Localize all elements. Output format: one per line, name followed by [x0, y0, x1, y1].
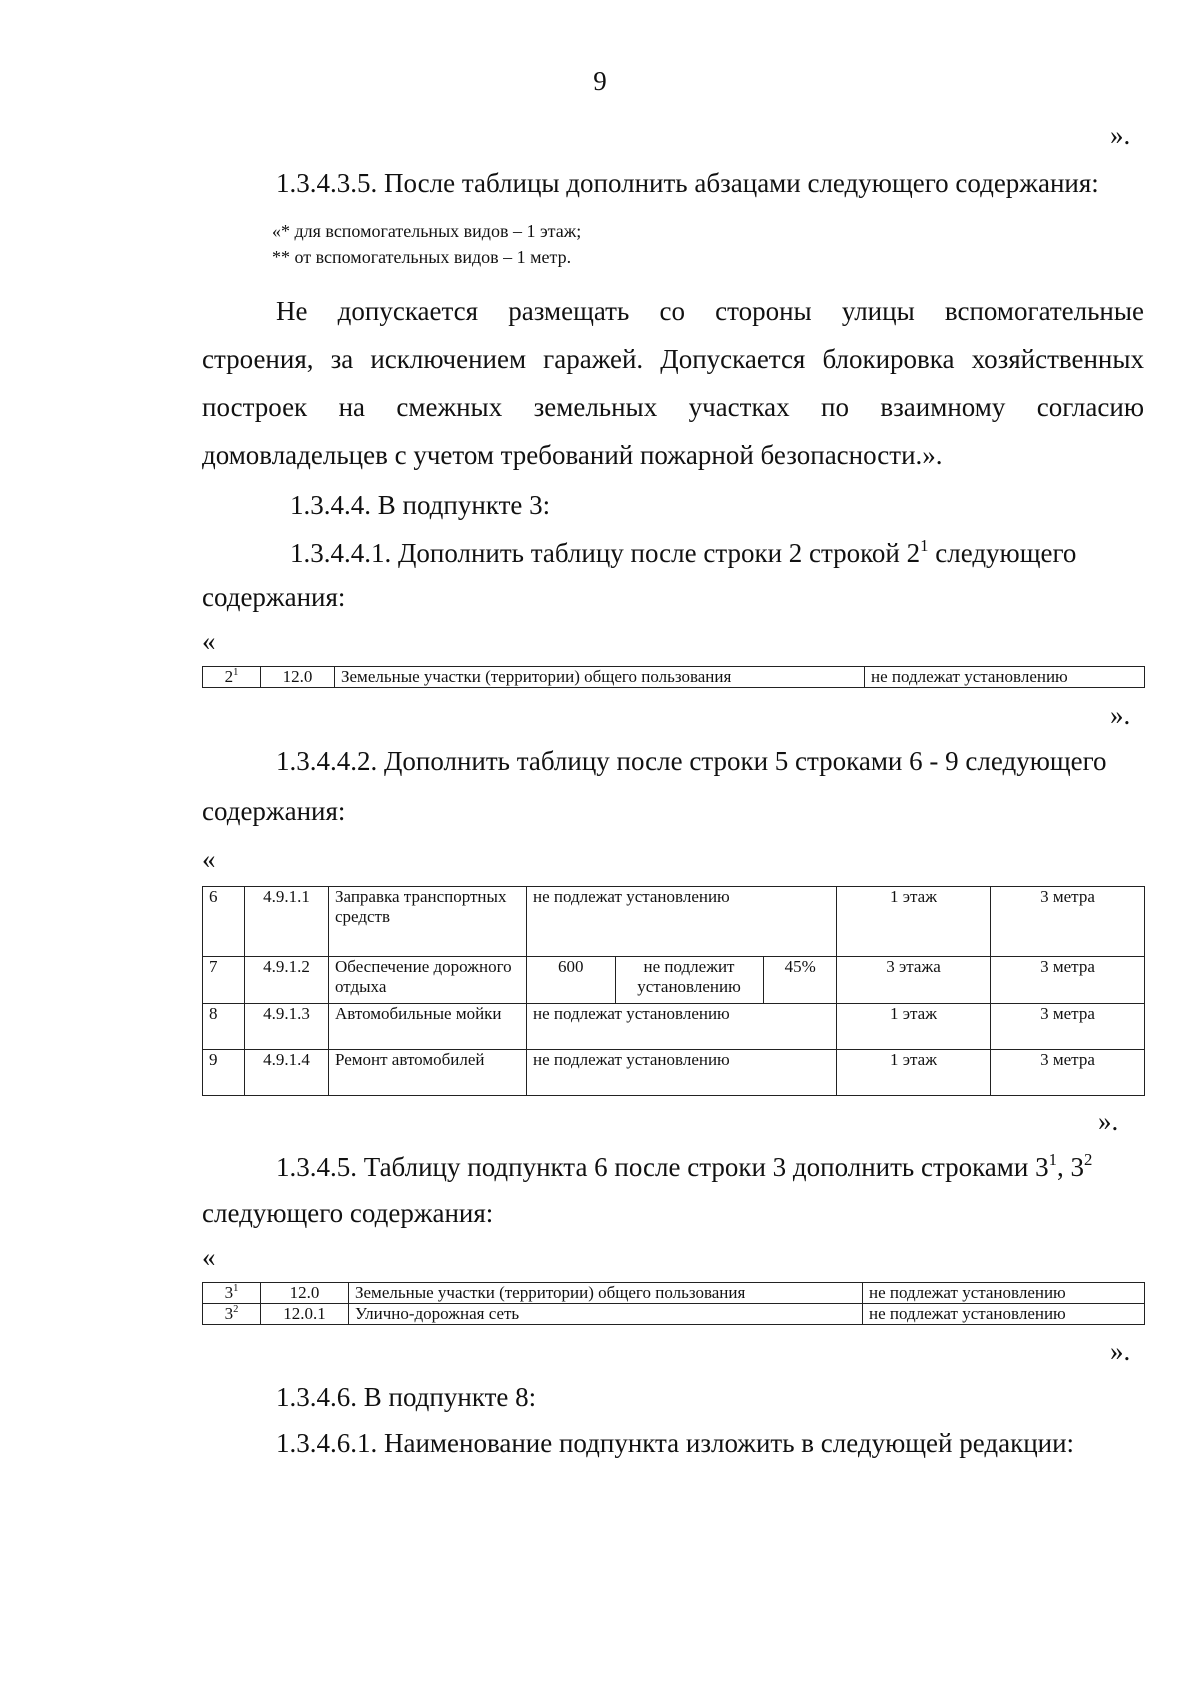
use-code: 12.0: [261, 667, 335, 688]
paragraph-not-allowed-line-3: построек на смежных земельных участках по взаимному согласию: [202, 392, 1144, 422]
use-name: Ремонт автомобилей: [329, 1050, 527, 1096]
area-parameters: [527, 957, 837, 1004]
paragraph-1-3-4-6: 1.3.4.6. В подпункте 8:: [276, 1382, 537, 1412]
row-number: $2^1$: [203, 667, 261, 688]
row-number: $3^2$: [203, 1304, 261, 1325]
paragraph-1-3-4-5: 1.3.4.5. Таблицу подпункта 6 после строки 3 дополнить строками $3^1$, $3^2$: [276, 1150, 1093, 1182]
max-floors: 1 этаж: [837, 1004, 991, 1050]
parameter-value: не подлежат установлению: [863, 1283, 1145, 1304]
open-quote: «: [202, 626, 216, 656]
merged-parameters: не подлежат установлению: [527, 1050, 837, 1096]
paragraph-not-allowed-line-1: Не допускается размещать со стороны улицы вспомогательные: [276, 296, 1144, 326]
paragraph-not-allowed-line-2: строения, за исключением гаражей. Допускается блокировка хозяйственных: [202, 344, 1144, 374]
table-additional-row-2-1: [202, 666, 1145, 688]
min-setback: 3 метра: [991, 887, 1145, 957]
use-name: Автомобильные мойки: [329, 1004, 527, 1050]
use-name: Обеспечение дорожного отдыха: [329, 957, 527, 1004]
max-area: не подлежит установлению: [615, 957, 763, 1003]
table-row: [203, 957, 1145, 1004]
paragraph-1-3-4-4-2: 1.3.4.4.2. Дополнить таблицу после строки 5 строками 6 - 9 следующего: [276, 746, 1107, 776]
footnote-auxiliary-floors: «* для вспомогательных видов – 1 этаж;: [272, 221, 582, 241]
open-quote: «: [202, 1242, 216, 1272]
paragraph-1-3-4-4-1-text: 1.3.4.4.1. Дополнить таблицу после строки 2 строкой $2^1$ следующего: [290, 536, 1077, 568]
min-setback: 3 метра: [991, 1050, 1145, 1096]
page-number: 9: [593, 66, 607, 96]
open-quote: «: [202, 844, 216, 874]
max-coverage: 45%: [763, 957, 837, 1003]
paragraph-1-3-4-4-2-line-2: содержания:: [202, 796, 346, 826]
table-additional-rows-3-1-3-2: [202, 1282, 1145, 1325]
close-quote: ».: [1110, 120, 1131, 150]
merged-parameters: не подлежат установлению: [527, 1004, 837, 1050]
paragraph-1-3-4-5-line-2: следующего содержания:: [202, 1198, 494, 1228]
row-number: 9: [203, 1050, 245, 1096]
footnote-auxiliary-setback: ** от вспомогательных видов – 1 метр.: [272, 247, 572, 267]
table-row: [203, 1050, 1145, 1096]
use-code: 4.9.1.2: [245, 957, 329, 1004]
parameter-value: не подлежат установлению: [865, 667, 1145, 688]
close-quote: ».: [1098, 1106, 1119, 1136]
min-setback: 3 метра: [991, 1004, 1145, 1050]
paragraph-not-allowed-line-4: домовладельцев с учетом требований пожарной безопасности.».: [202, 440, 943, 470]
use-code: 4.9.1.3: [245, 1004, 329, 1050]
use-code: 12.0: [261, 1283, 349, 1304]
close-quote: ».: [1110, 700, 1131, 730]
max-floors: 1 этаж: [837, 887, 991, 957]
close-quote: ».: [1110, 1336, 1131, 1366]
table-row: [203, 887, 1145, 957]
row-number: $3^1$: [203, 1283, 261, 1304]
use-name: Заправка транспортных средств: [329, 887, 527, 957]
max-floors: 1 этаж: [837, 1050, 991, 1096]
parameter-value: не подлежат установлению: [863, 1304, 1145, 1325]
merged-parameters: не подлежат установлению: [527, 887, 837, 957]
paragraph-1-3-4-3-5: 1.3.4.3.5. После таблицы дополнить абзацами следующего содержания:: [276, 168, 1099, 198]
min-area: 600: [558, 957, 584, 976]
table-row: [203, 1004, 1145, 1050]
row-number: 7: [203, 957, 245, 1004]
paragraph-1-3-4-4-1-line-2: содержания:: [202, 582, 346, 612]
row-number: 8: [203, 1004, 245, 1050]
use-code: 4.9.1.1: [245, 887, 329, 957]
min-setback: 3 метра: [991, 957, 1145, 1004]
paragraph-1-3-4-6-1: 1.3.4.6.1. Наименование подпункта изложить в следующей редакции:: [276, 1428, 1075, 1458]
table-additional-rows-6-9: [202, 886, 1145, 1096]
max-floors: 3 этажа: [837, 957, 991, 1004]
paragraph-1-3-4-4-1: [290, 536, 1144, 570]
use-name: Земельные участки (территории) общего пользования: [349, 1283, 863, 1304]
use-name: Земельные участки (территории) общего пользования: [335, 667, 865, 688]
table-row: [203, 1304, 1145, 1325]
use-code: 12.0.1: [261, 1304, 349, 1325]
row-number: 6: [203, 887, 245, 957]
use-code: 4.9.1.4: [245, 1050, 329, 1096]
paragraph-1-3-4-4: 1.3.4.4. В подпункте 3:: [290, 490, 551, 520]
table-row: [203, 1283, 1145, 1304]
table-row: [203, 667, 1145, 688]
use-name: Улично-дорожная сеть: [349, 1304, 863, 1325]
